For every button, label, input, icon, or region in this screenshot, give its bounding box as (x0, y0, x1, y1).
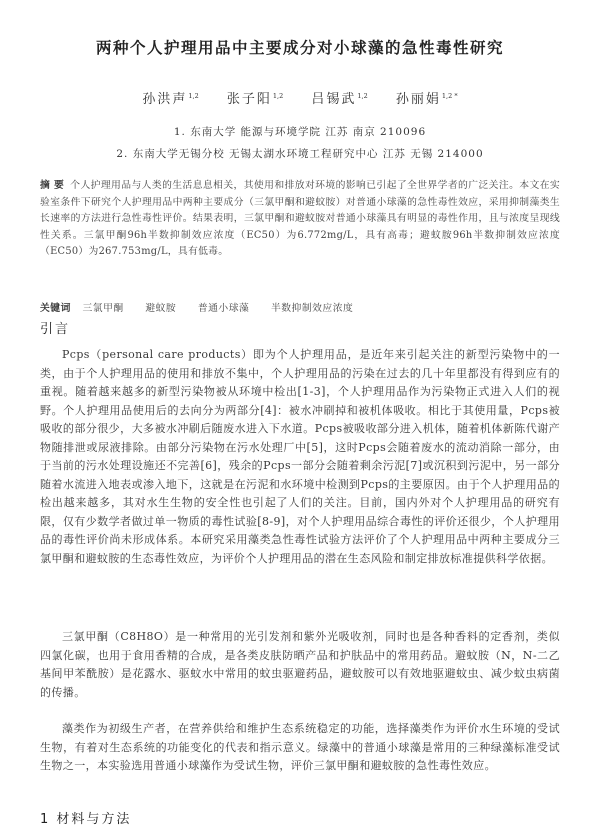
abstract-text: 个人护理用品与人类的生活息息相关，其使用和排放对环境的影响已引起了全世界学者的广泛关注。本文在实验室条件下研究个人护理用品中两种主要成分（三氯甲酮和避蚊胺）对普通小球藻的急性毒性效应，采用抑制藻类生长速率的方法进行急性毒性评价。结果表明，三氯甲酮和避蚊胺对普通小球藻具有明显的毒性作用，且与浓度呈现线性关系。三氯甲酮96h半数抑制效应浓度（EC50）为6.772mg/L，具有高毒；避蚊胺96h半数抑制效应浓度（EC50）为267.753mg/L，具有低毒。 (40, 180, 560, 257)
affiliation-2: 2. 东南大学无锡分校 无锡太湖水环境工程研究中心 江苏 无锡 214000 (116, 148, 484, 160)
abstract (40, 178, 560, 261)
author: 孙丽娟$^{1,2 *}$ (395, 91, 458, 107)
keyword: 普通小球藻 (197, 303, 250, 314)
author: 张子阳$^{1,2}$ (226, 91, 284, 107)
keywords (40, 300, 560, 314)
methods-heading: 1 材料与方法 (40, 812, 132, 827)
intro-heading: 引言 (40, 322, 71, 337)
keywords-label: 关键词 (40, 303, 71, 314)
author-list (0, 88, 600, 107)
author: 吕锡武$^{1,2}$ (311, 91, 368, 107)
keyword: 半数抑制效应浓度 (270, 303, 354, 314)
keyword: 避蚊胺 (145, 303, 177, 314)
intro-paragraph-2: 三氯甲酮（C8H8O）是一种常用的光引发剂和紫外光吸收剂，同时也是各种香料的定香剂，类似四氯化碳，也用于食用香精的合成，是各类皮肤防晒产品和护肤品中的常用药品。避蚊胺（N，N-二乙基间甲苯酰胺）是花露水、驱蚊水中常用的蚊虫驱避药品，避蚊胺可以有效地驱避蚊虫、减少蚊虫病菌的传播。 (40, 630, 560, 699)
intro-paragraph-1: Pcps（personal care products）即为个人护理用品，是近年来引起关注的新型污染物中的一类，由于个人护理用品的使用和排放不集中，个人护理用品的污染在过去的几十年里都没有得到应有的重视。随着越来越多的新型污染物被从环境中检出[1-3]，个人护理用品作为污染物正式进入人们的视野。个人护理用品使用后的去向分为两部分[4]：被水冲刷掉和被机体吸收。相比于其使用量，Pcps被吸收的部分很少，大多被水冲刷后随废水进入下水道。Pcps被吸收部分进入机体，随着机体新陈代谢产物随排泄或尿液排除。由部分污染物在污水处理厂中[5]，这时Pcps会随着废水的流动消除一部分，由于当前的污水处理设施还不完善[6]，残余的Pcps一部分会随着剩余污泥[7]或沉积到污泥中，另一部分随着水流进入地表或渗入地下，这就是在污泥和水环境中检测到Pcps的主要原因。由于个人护理用品的检出越来越多，其对水生生物的安全性也引起了人们的关注。目前，国内外对个人护理用品的研究有限，仅有少数学者做过单一物质的毒性试验[8-9]，对个人护理用品综合毒性的评价还很少，个人护理用品的毒性评价尚未形成体系。本研究采用藻类急性毒性试验方法评价了个人护理用品中两种主要成分三氯甲酮和避蚊胺的生态毒性效应，为评价个人护理用品的潜在生态风险和制定排放标准提供科学依据。 (40, 348, 560, 565)
keyword: 三氯甲酮 (82, 303, 124, 314)
paper-title: 两种个人护理用品中主要成分对小球藻的急性毒性研究 (95, 39, 504, 57)
intro-paragraph-3: 藻类作为初级生产者，在营养供给和维护生态系统稳定的功能，选择藻类作为评价水生环境的受试生物，有着对生态系统的功能变化的代表和指示意义。绿藻中的普通小球藻是常用的三种绿藻标准受试生物之一，本实验选用普通小球藻作为受试生物，评价三氯甲酮和避蚊胺的急性毒性效应。 (40, 722, 560, 772)
author: 孙洪声$^{1,2}$ (142, 91, 199, 107)
abstract-label: 摘 要 (40, 180, 65, 191)
affiliation-1: 1. 东南大学 能源与环境学院 江苏 南京 210096 (173, 126, 427, 138)
